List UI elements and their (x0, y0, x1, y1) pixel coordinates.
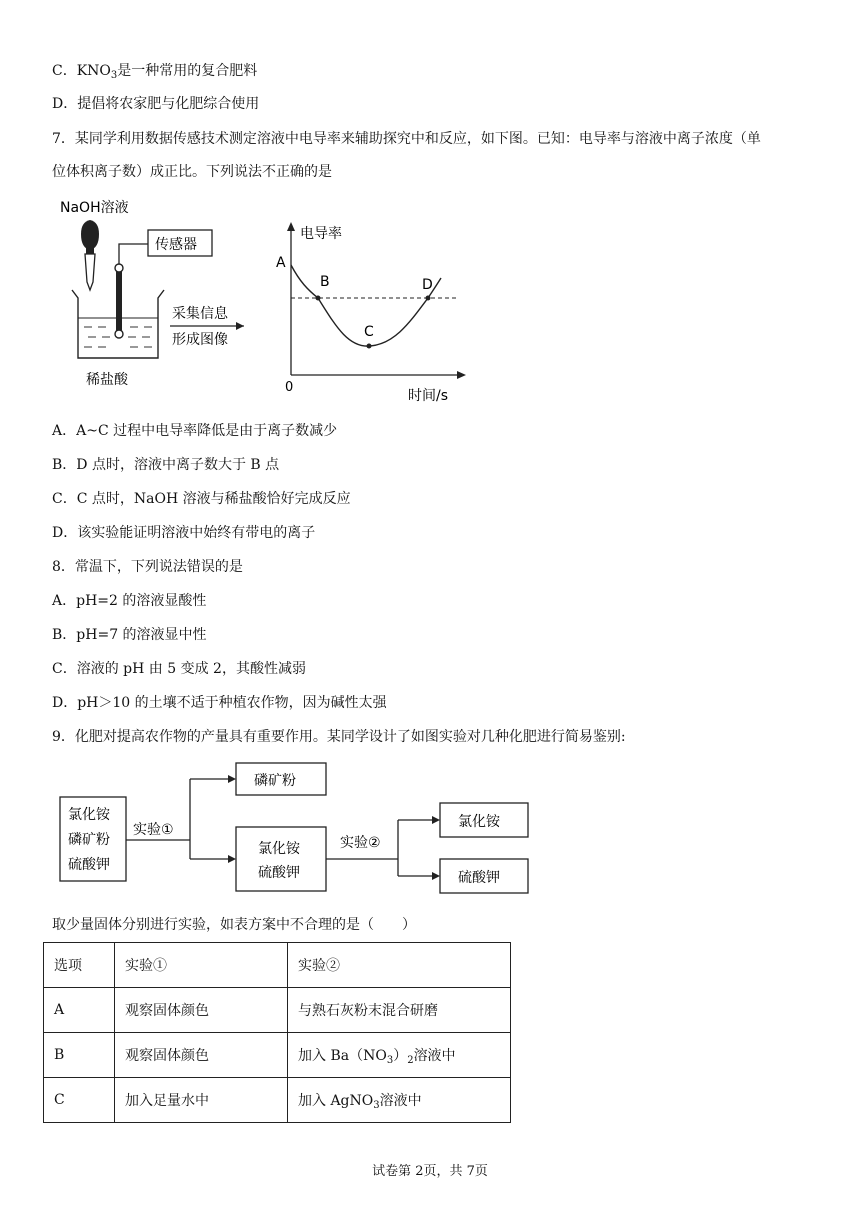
table-row (44, 1078, 511, 1123)
beaker-label: 稀盐酸 (86, 372, 128, 388)
point-b-label: B (320, 274, 330, 290)
row-a-exp2: 与熟石灰粉末混合研磨 (288, 988, 511, 1033)
dropper-icon (81, 220, 99, 290)
q6-option-d: D．提倡将农家肥与化肥综合使用 (52, 96, 260, 112)
row-c-exp2: 加入 AgNO$_3$溶液中 (288, 1078, 511, 1123)
page-footer: 试卷第 2页，共 7页 (372, 1164, 488, 1179)
row-c-exp1: 加入足量水中 (115, 1078, 288, 1123)
mid-line2: 硫酸钾 (258, 865, 300, 881)
q7-option-d: D．该实验能证明溶液中始终有带电的离子 (52, 525, 316, 541)
header-exp2: 实验② (288, 943, 511, 988)
exp2-label: 实验② (340, 835, 381, 851)
y-axis-label: 电导率 (300, 226, 342, 242)
point-a-label: A (276, 255, 286, 271)
header-option: 选项 (44, 943, 115, 988)
q8-option-d: D．pH＞10 的土壤不适于种植农作物，因为碱性太强 (52, 695, 387, 711)
out1-label: 磷矿粉 (254, 773, 296, 789)
start-line3: 硫酸钾 (68, 857, 110, 873)
q7-option-b: B．D 点时，溶液中离子数大于 B 点 (52, 457, 280, 473)
collect-arrow-head-icon (236, 322, 244, 330)
q9-flowchart (0, 755, 860, 900)
out2-label: 氯化铵 (458, 814, 500, 830)
row-c-option: C (44, 1078, 115, 1123)
q8-option-b: B．pH=7 的溶液显中性 (52, 627, 207, 643)
start-line2: 磷矿粉 (68, 832, 110, 848)
conductivity-graph (276, 222, 466, 404)
q9-intro: 取少量固体分别进行实验，如表方案中不合理的是（ ） (52, 917, 416, 933)
mid-line1: 氯化铵 (258, 841, 300, 857)
q8-option-a: A．pH=2 的溶液显酸性 (52, 593, 207, 609)
out3-label: 硫酸钾 (458, 870, 500, 886)
row-b-exp2: 加入 $Ba(NO_3)_2$溶液中 (288, 1033, 511, 1078)
sensor-label: 传感器 (155, 237, 197, 253)
sensor-probe-icon (115, 244, 148, 338)
table-row (44, 1033, 511, 1078)
q9-options-table (43, 942, 511, 1123)
naoh-label: NaOH溶液 (60, 200, 129, 216)
point-c-label: C (364, 324, 374, 340)
start-line1: 氯化铵 (68, 807, 110, 823)
mid-box (236, 827, 326, 891)
q7-stem-line1: 7．某同学利用数据传感技术测定溶液中电导率来辅助探究中和反应，如下图。已知：电导率与溶液中离子浓度（单 (52, 131, 761, 147)
row-a-option: A (44, 988, 115, 1033)
row-a-exp1: 观察固体颜色 (115, 988, 288, 1033)
header-exp1: 实验① (115, 943, 288, 988)
origin-label: 0 (285, 380, 294, 395)
collect-label-line2: 形成图像 (172, 332, 228, 348)
q7-option-c: C．C 点时，NaOH 溶液与稀盐酸恰好完成反应 (52, 491, 351, 507)
q7-option-a: A．A~C 过程中电导率降低是由于离子数减少 (52, 423, 338, 439)
q7-stem-line2: 位体积离子数）成正比。下列说法不正确的是 (52, 164, 332, 180)
table-header-row (44, 943, 511, 988)
collect-label-line1: 采集信息 (172, 306, 228, 322)
q8-option-c: C．溶液的 pH 由 5 变成 2，其酸性减弱 (52, 661, 306, 677)
point-d-label: D (422, 277, 433, 293)
row-b-exp1: 观察固体颜色 (115, 1033, 288, 1078)
q9-stem: 9．化肥对提高农作物的产量具有重要作用。某同学设计了如图实验对几种化肥进行简易鉴别: (52, 729, 626, 745)
q6-option-c: C．$KNO_3$是一种常用的复合肥料 (52, 63, 258, 81)
exp1-label: 实验① (133, 822, 174, 838)
q8-stem: 8．常温下，下列说法错误的是 (52, 559, 243, 575)
row-b-option: B (44, 1033, 115, 1078)
table-row (44, 988, 511, 1033)
q7-figure (0, 190, 860, 410)
x-axis-label: 时间/s (408, 388, 449, 404)
